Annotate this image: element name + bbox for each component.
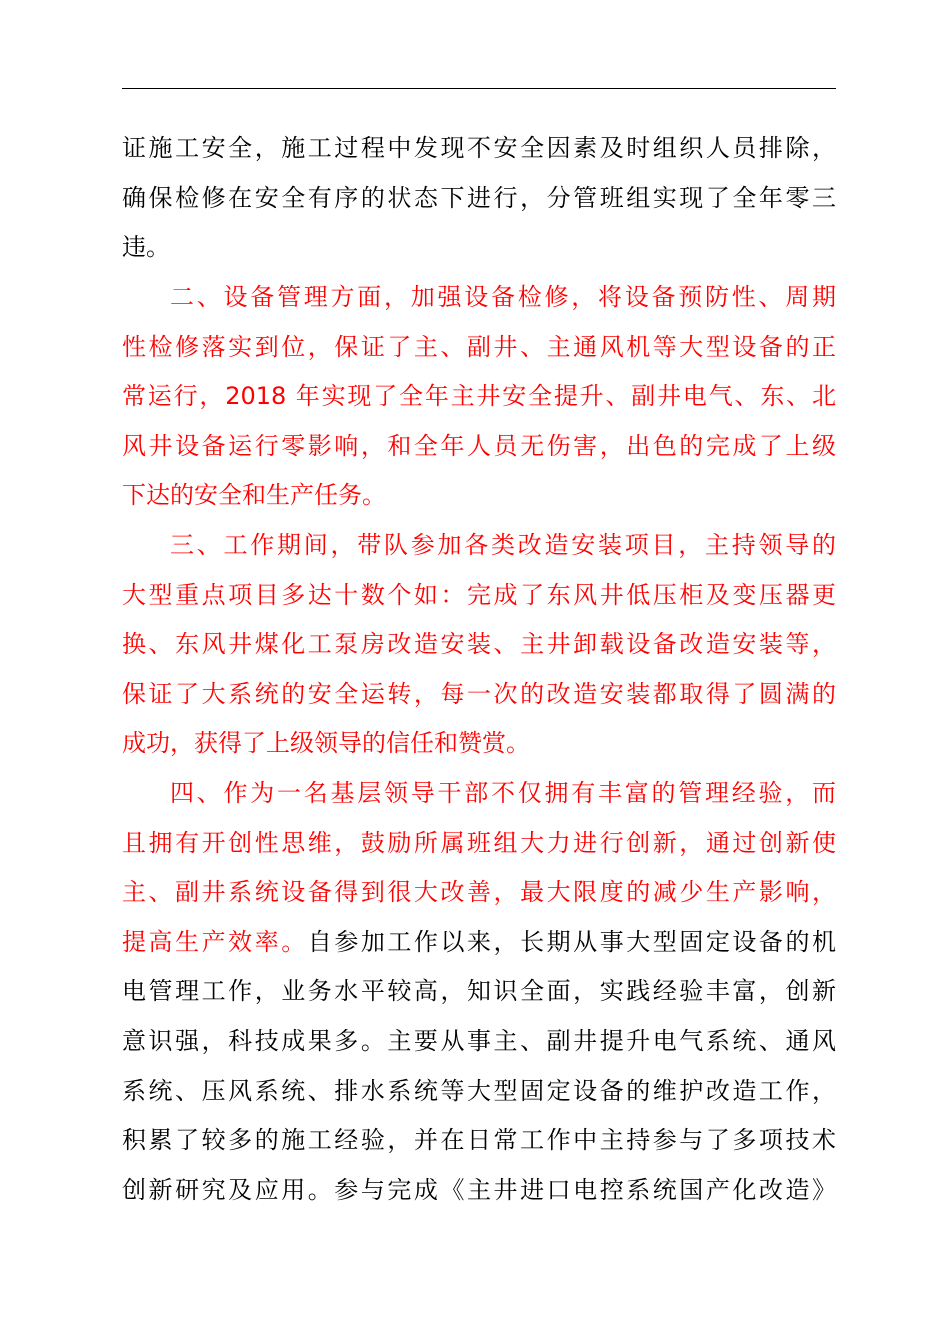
text-line: 电管理工作，业务水平较高，知识全面，实践经验丰富，创新 (122, 977, 836, 1005)
text-line: 三、工作期间，带队参加各类改造安装项目，主持领导的 (170, 531, 836, 559)
text-line: 确保检修在安全有序的状态下进行，分管班组实现了全年零三 (122, 184, 836, 212)
text-line: 主、副井系统设备得到很大改善，最大限度的减少生产影响， (122, 878, 836, 906)
text-line: 成功，获得了上级领导的信任和赞赏。 (122, 729, 530, 757)
text-line: 意识强，科技成果多。主要从事主、副井提升电气系统、通风 (122, 1027, 836, 1055)
text-line: 积累了较多的施工经验，并在日常工作中主持参与了多项技术 (122, 1126, 836, 1154)
text-line-mixed (122, 918, 836, 966)
text-line: 二、设备管理方面，加强设备检修，将设备预防性、周期 (170, 283, 836, 311)
text-span-black: 自参加工作以来，长期从事大型固定设备的机 (307, 928, 837, 956)
text-line: 创新研究及应用。参与完成《主井进口电控系统国产化改造》 (122, 1176, 836, 1204)
text-line: 性检修落实到位，保证了主、副井、主通风机等大型设备的正 (122, 333, 836, 361)
text-line: 大型重点项目多达十数个如：完成了东风井低压柜及变压器更 (122, 581, 836, 609)
header-rule (122, 88, 836, 89)
text-line: 常运行，2018 年实现了全年主井安全提升、副井电气、东、北 (122, 382, 836, 410)
text-line: 保证了大系统的安全运转，每一次的改造安装都取得了圆满的 (122, 680, 836, 708)
text-line: 违。 (122, 233, 170, 261)
text-line: 系统、压风系统、排水系统等大型固定设备的维护改造工作， (122, 1077, 836, 1105)
text-line: 证施工安全，施工过程中发现不安全因素及时组织人员排除， (122, 134, 836, 162)
text-line: 换、东风井煤化工泵房改造安装、主井卸载设备改造安装等， (122, 630, 836, 658)
text-line: 风井设备运行零影响，和全年人员无伤害，出色的完成了上级 (122, 432, 836, 460)
text-line: 下达的安全和生产任务。 (122, 481, 386, 509)
text-span-red: 提高生产效率。 (122, 928, 308, 956)
text-line: 且拥有开创性思维，鼓励所属班组大力进行创新，通过创新使 (122, 829, 836, 857)
text-line: 四、作为一名基层领导干部不仅拥有丰富的管理经验，而 (170, 779, 836, 807)
